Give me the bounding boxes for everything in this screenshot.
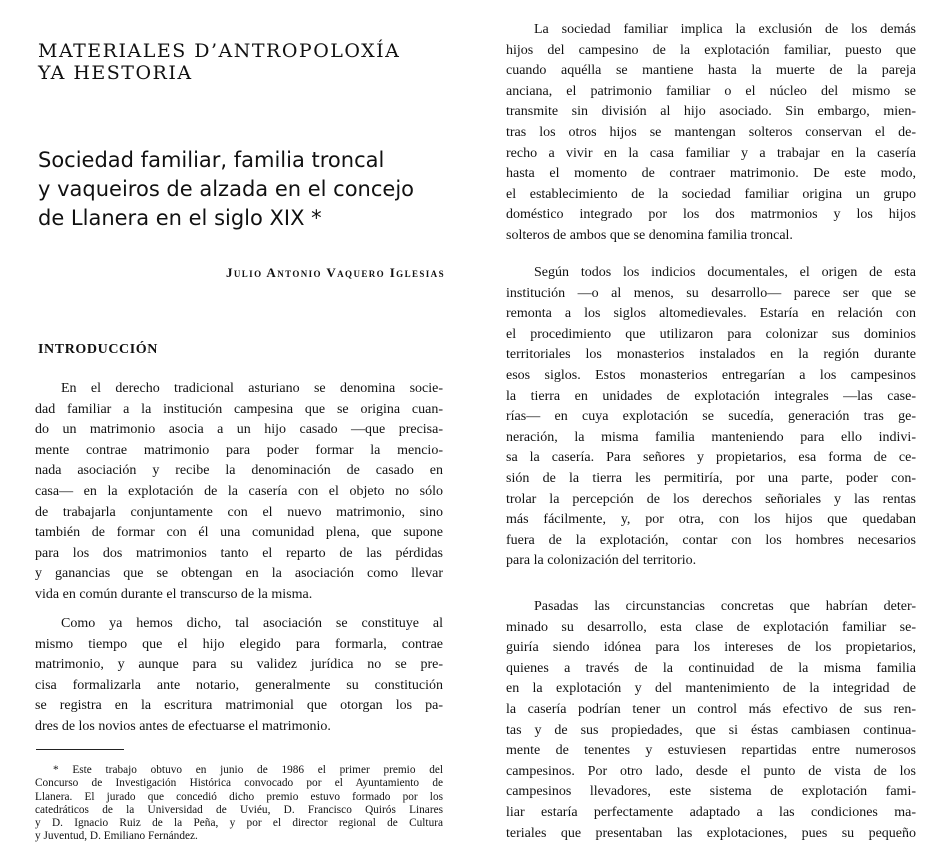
text-line: tas y de sus propiedades, que si éstas cambiasen continua- [506, 722, 916, 738]
text-line [35, 379, 443, 400]
text-line: recho a vivir en la casa familiar y a trabajar en la casería [506, 145, 916, 161]
text-fragment: En el derecho tradicional asturiano se denomina socie- [61, 381, 443, 396]
text-line: matrimonio, y aunque para su validez jurídica no se pre- [35, 657, 443, 673]
text-line: transmite sin división al hijo asociado. Sin embargo, mien- [506, 104, 916, 120]
text-line: cuando aquélla se mantiene hasta la muerte de la pareja [506, 63, 916, 79]
text-line: el establecimiento de la sociedad familiar origina un grupo [506, 186, 916, 202]
text-line: teriales que presentaban las explotaciones, pues su pequeño [506, 825, 916, 841]
text-line: casa— en la explotación de la casería con el objeto no sólo [35, 483, 443, 499]
text-line: fuera de la explotación, contar con los hombres necesarios [506, 532, 916, 548]
body-paragraph [506, 597, 916, 844]
text-line: tras los otros hijos se mantengan solteros conservan el de- [506, 124, 916, 140]
body-paragraph [35, 614, 443, 738]
text-line: liar estaría perfectamente adaptado a las condiciones ma- [506, 804, 916, 820]
article-title [38, 146, 438, 233]
article-title-line: Sociedad familiar, familia troncal [38, 148, 385, 172]
text-line: dad familiar a la institución campesina que se origina cuan- [35, 401, 443, 417]
series-heading-line: MATERIALES D’ANTROPOLOXÍA [38, 40, 401, 62]
footnote-line: Concurso de Investigación Histórica convocado por el Ayuntamiento de [35, 777, 443, 790]
text-line: también de formar con él una comunidad plena, que supone [35, 525, 443, 541]
text-line: más fácilmente, y, por otra, con los hijos que quedaban [506, 512, 916, 528]
text-line: nada asociación y recibe la denominación de casado en [35, 463, 443, 479]
text-line: campesinos llevadores, este sistema de explotación fami- [506, 784, 916, 800]
footnote [35, 764, 443, 844]
text-line: neración, la misma familia manteniendo para ello indivi- [506, 429, 916, 445]
article-title-line: de Llanera en el siglo XIX * [38, 206, 322, 230]
author-name: Julio Antonio Vaquero Iglesias [225, 265, 445, 280]
footnote-line: catedráticos de la Universidad de Uviéu, D. Francisco Quirós Linares [35, 803, 443, 816]
text-line: minado su desarrollo, esta clase de explotación familiar se- [506, 619, 916, 635]
text-line: sión de la tierra les permitiría, por una parte, poder con- [506, 470, 916, 486]
footnote-line: Llanera. El jurado que concedió dicho premio estuvo formado por los [35, 790, 443, 803]
text-line: en la explotación y del mantenimiento de la integridad de [506, 681, 916, 697]
text-line: doméstico integrado por los dos matrmonios y los hijos [506, 207, 916, 223]
text-line: La sociedad familiar implica la exclusión de los demás [534, 22, 916, 37]
text-line: sa la casería. Para señores y propietarios, esa forma de ce- [506, 450, 916, 466]
text-line: mente de tenentes y estuviesen repartidas entre numerosos [506, 743, 916, 759]
text-line: Como ya hemos dicho, tal asociación se constituye al [61, 616, 443, 631]
series-heading-line: YA HESTORIA [38, 62, 193, 84]
text-line: remonta a los siglos altomedievales. Estaría en relación con [506, 306, 916, 322]
article-title-line: y vaqueiros de alzada en el concejo [38, 177, 415, 201]
text-line: quienes a través de la continuidad de la misma familia [506, 660, 916, 676]
text-line: vida en común durante el transcurso de la misma. [35, 586, 313, 602]
text-line: mente contrae matrimonio para poder formar la mencio- [35, 442, 443, 458]
text-line: se registra en la escritura matrimonial que otorgan los pa- [35, 698, 443, 714]
text-line: Según todos los indicios documentales, el origen de esta [534, 265, 916, 280]
body-paragraph [506, 263, 916, 572]
body-paragraph [35, 379, 443, 606]
text-line: Pasadas las circunstancias concretas que habrían deter- [534, 599, 916, 614]
text-line: hijos del campesino de la explotación familiar, puesto que [506, 42, 916, 58]
text-line: para la colonización del territorio. [506, 553, 697, 569]
text-line: territoriales los monasterios instalados en la región durante [506, 347, 916, 363]
text-line: la casería podrían tener un control más efectivo de sus ren- [506, 701, 916, 717]
text-line: trolar la percepción de los derechos señoriales y las rentas [506, 491, 916, 507]
text-line: anciana, el patrimonio familiar o el núcleo del mismo se [506, 83, 916, 99]
text-line: la tierra en unidades de explotación integrales —las case- [506, 388, 916, 404]
text-line: el procedimiento que utilizaron para colonizar sus dominios [506, 326, 916, 342]
text-line: institución —o al menos, su desarrollo— parece ser que se [506, 285, 916, 301]
footnote-line: y Juventud, D. Emiliano Fernández. [35, 830, 198, 843]
text-line: de trabajarla conjuntamente con el nuevo matrimonio, sino [35, 504, 443, 520]
section-heading: INTRODUCCIÓN [38, 342, 158, 357]
footnote-line: * Este trabajo obtuvo en junio de 1986 el primer premio del [53, 764, 443, 776]
text-line: campesinos. Por otro lado, desde el punto de vista de los [506, 763, 916, 779]
text-line: do un matrimonio asocia a un hijo casado —que precisa- [35, 422, 443, 438]
text-line: esos siglos. Estos monasterios entregarían a los campesinos [506, 367, 916, 383]
series-heading [38, 40, 458, 84]
text-line: dres de los novios antes de efectuarse el matrimonio. [35, 718, 331, 734]
text-line: hasta el momento de contraer matrimonio. De este modo, [506, 166, 916, 182]
text-line: rías— en cuya explotación se sucedía, generación tras ge- [506, 409, 916, 425]
footnote-divider [36, 749, 124, 750]
text-line: cisa formalizarla ante notario, generalmente su constitución [35, 677, 443, 693]
text-line: guiría siendo idónea para los intereses de los propietarios, [506, 640, 916, 656]
text-line: y ganancias que se obtengan en la asociación como llevar [35, 566, 443, 582]
text-line: solteros de ambos que se denomina familia troncal. [506, 227, 793, 243]
text-line: mismo tiempo que el hijo elegido para formarla, contrae [35, 636, 443, 652]
footnote-line: y D. Ignacio Ruiz de la Peña, y por el director regional de Cultura [35, 817, 443, 830]
text-line: para los dos matrimonios tanto el reparto de las pérdidas [35, 545, 443, 561]
body-paragraph [506, 20, 916, 247]
